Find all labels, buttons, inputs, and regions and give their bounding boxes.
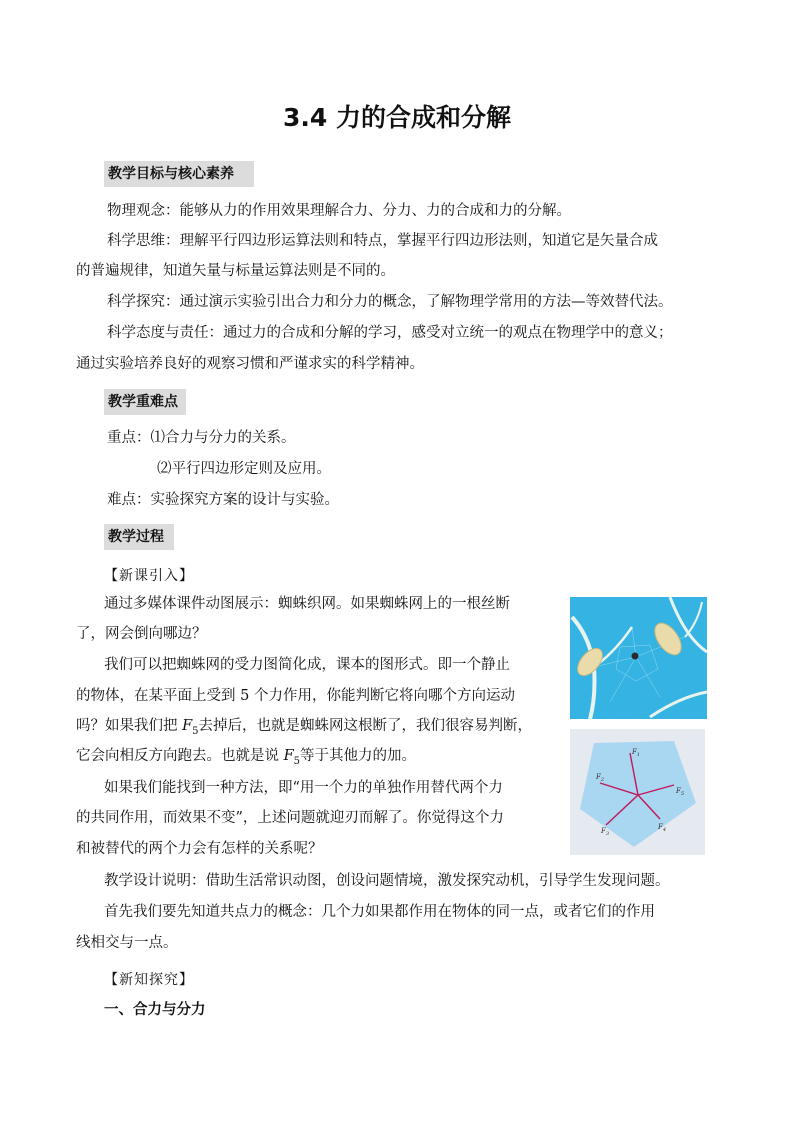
force-label: $F_3$ <box>601 827 610 837</box>
paragraph: 科学态度与责任：通过力的合成和分解的学习，感受对立统一的观点在物理学中的意义； <box>107 325 673 341</box>
text: 它会向相反方向跑去。也就是说 <box>76 748 284 764</box>
paragraph: 首先我们要先知道共点力的概念：几个力如果都作用在物体的同一点，或者它们的作用 <box>104 904 655 920</box>
text: 吗？如果我们把 <box>76 718 183 734</box>
force-label: $F_1$ <box>632 748 641 758</box>
spider-icon <box>632 653 639 660</box>
label-intro: 【新课引入】 <box>104 568 194 584</box>
section-heading-key-points: 教学重难点 <box>104 389 186 415</box>
paragraph: 难点：实验探究方案的设计与实验。 <box>107 492 339 508</box>
paragraph <box>76 746 416 772</box>
label-explore: 【新知探究】 <box>104 972 194 988</box>
paragraph: 物理观念：能够从力的作用效果理解合力、分力、力的合成和力的分解。 <box>107 203 571 219</box>
force-diagram <box>570 729 705 855</box>
paragraph <box>76 716 532 742</box>
paragraph: 和被替代的两个力会有怎样的关系呢？ <box>76 841 323 857</box>
force-label: $F_2$ <box>596 773 605 783</box>
paragraph: 的物体，在某平面上受到 5 个力作用，你能判断它将向哪个方向运动 <box>76 688 515 704</box>
subheading: 一、合力与分力 <box>104 1002 206 1018</box>
section-heading-objectives: 教学目标与核心素养 <box>104 161 254 187</box>
force-symbol: F <box>182 718 193 734</box>
paragraph: 线相交与一点。 <box>76 935 178 951</box>
paragraph: 的普遍规律，知道矢量与标量运算法则是不同的。 <box>76 263 395 279</box>
spider-web-image <box>570 597 707 719</box>
subscript: 5 <box>293 755 301 767</box>
page-title: 3.4 力的合成和分解 <box>283 103 511 132</box>
section-heading-process: 教学过程 <box>104 524 174 550</box>
paragraph: 教学设计说明：借助生活常识动图，创设问题情境，激发探究动机，引导学生发现问题。 <box>104 873 670 889</box>
paragraph: 了，网会倒向哪边？ <box>76 626 207 642</box>
force-label: $F_4$ <box>658 823 667 833</box>
paragraph: 科学探究：通过演示实验引出合力和分力的概念，了解物理学常用的方法—等效替代法。 <box>107 294 673 310</box>
paragraph: 科学思维：理解平行四边形运算法则和特点，掌握平行四边形法则，知道它是矢量合成 <box>107 233 658 249</box>
paragraph: 通过多媒体课件动图展示：蜘蛛织网。如果蜘蛛网上的一根丝断 <box>104 596 510 612</box>
subscript: 5 <box>192 725 199 737</box>
text: 去掉后，也就是蜘蛛网这根断了，我们很容易判断， <box>198 718 533 734</box>
paragraph: 如果我们能找到一种方法，即“用一个力的单独作用替代两个力 <box>104 780 503 796</box>
paragraph: 重点：⑴合力与分力的关系。 <box>107 430 296 446</box>
force-symbol: F <box>283 748 294 764</box>
text: 等于其他力的加。 <box>300 748 417 764</box>
force-label: $F_5$ <box>676 787 685 797</box>
paragraph: 通过实验培养良好的观察习惯和严谨求实的科学精神。 <box>76 356 424 372</box>
paragraph: 的共同作用，而效果不变”，上述问题就迎刃而解了。你觉得这个力 <box>76 810 504 826</box>
paragraph: ⑵平行四边形定则及应用。 <box>157 461 331 477</box>
paragraph: 我们可以把蜘蛛网的受力图简化成，课本的图形式。即一个静止 <box>104 657 510 673</box>
